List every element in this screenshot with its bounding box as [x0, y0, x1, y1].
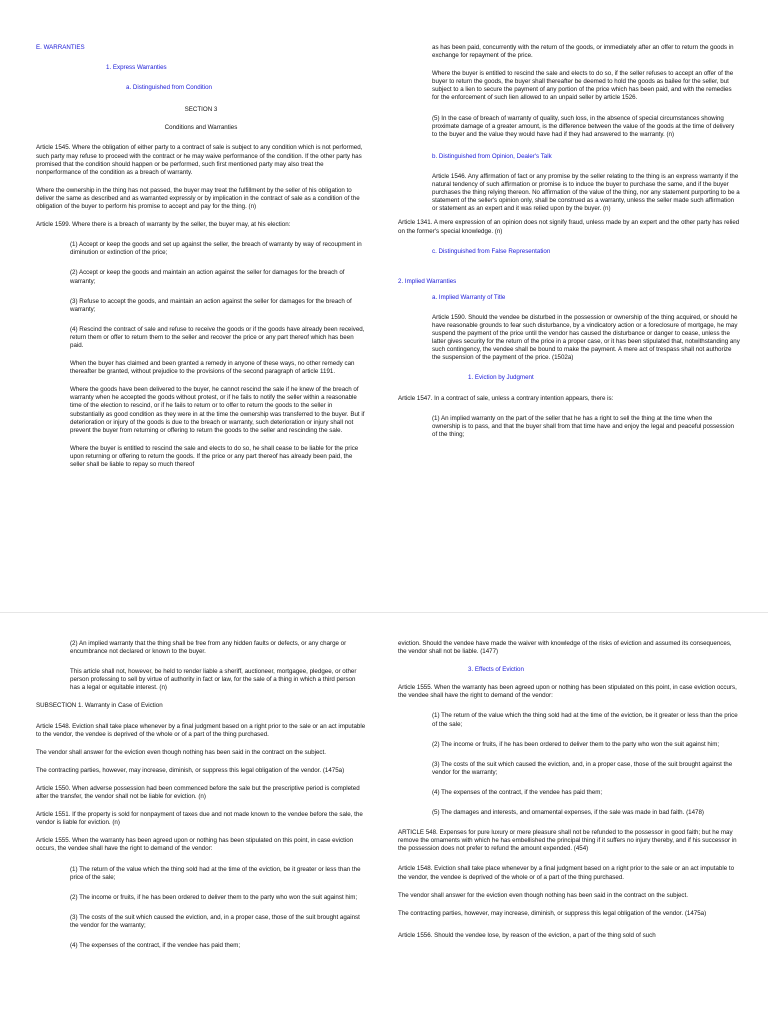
paragraph: The contracting parties, however, may increase, diminish, or suppress this legal obligation of the vendor. (1475a)	[36, 766, 345, 774]
upper-right-column	[398, 34, 740, 439]
paragraph: (3) The costs of the suit which caused the eviction, and, in a proper case, those of the suit brought against the vendor for the warranty;	[432, 760, 733, 776]
paragraph: Article 1555. When the warranty has been agreed upon or nothing has been stipulated on this point, in case eviction occurs, the vendee shall have the right to demand of the vendor:	[398, 684, 737, 700]
section-heading: E. WARRANTIES	[36, 44, 85, 51]
paragraph: Where the buyer is entitled to rescind the sale and elects to do so, he shall cease to be liable for the price upon returning or offering to return the goods. If the price or any part thereof has already been paid, the seller shall be liable to repay so much thereof	[70, 444, 359, 468]
paragraph: (2) Accept or keep the goods and maintain an action against the seller for damages for the breach of warranty;	[70, 269, 345, 285]
upper-left-column	[36, 34, 366, 469]
paragraph: Where the buyer is entitled to rescind the sale and elects to do so, if the seller refuses to accept an offer of the buyer to return the goods, the buyer shall thereafter be deemed to hold the goods as bailee for the seller, but subject to a lien to secure the payment of any portion of the price which has been paid, and with the remedies for the enforcement of such lien allowed to an unpaid seller by article 1526.	[432, 70, 734, 102]
section-heading: 1. Express Warranties	[106, 64, 167, 72]
paragraph: The vendor shall answer for the eviction even though nothing has been said in the contract on the subject.	[398, 891, 688, 899]
paragraph: (1) Accept or keep the goods and set up against the seller, the breach of warranty by way of recoupment in diminution or extinction of the price;	[70, 241, 362, 257]
paragraph: Article 1556. Should the vendee lose, by reason of the eviction, a part of the thing sold of such	[398, 931, 656, 939]
paragraph: Article 1599. Where there is a breach of warranty by the seller, the buyer may, at his election:	[36, 221, 291, 229]
paragraph: (2) The income or fruits, if he has been ordered to deliver them to the party who won the suit against him;	[432, 740, 720, 748]
paragraph: (1) The return of the value which the thing sold had at the time of the eviction, be it greater or less than the price of the sale;	[432, 712, 738, 728]
paragraph: When the buyer has claimed and been granted a remedy in anyone of these ways, no other remedy can thereafter be granted, without prejudice to the provisions of the second paragraph of article 1191.	[70, 360, 355, 376]
paragraph: Where the ownership in the thing has not passed, the buyer may treat the fulfillment by the seller of his obligation to deliver the same as described and as warranted expressly or by implication in the contract of sale as a condition of the obligation of the buyer to perform his promise to accept and pay for the thing. (n)	[36, 186, 360, 211]
paragraph: (2) The income or fruits, if he has been ordered to deliver them to the party who won the suit against him;	[70, 893, 358, 901]
paragraph: as has been paid, concurrently with the return of the goods, or immediately after an offer to return the goods in exchange for repayment of the price.	[432, 44, 734, 60]
section-heading: 3. Effects of Eviction	[468, 666, 524, 674]
paragraph: (5) The damages and interests, and ornamental expenses, if the sale was made in bad faith. (1478)	[432, 809, 704, 817]
paragraph: Article 1545. Where the obligation of either party to a contract of sale is subject to any condition which is not performed, such party may refuse to proceed with the contract or he may waive performance of the condition. If the other party has promised that the condition should happen or be performed, such first mentioned party may also treat the nonperformance of the condition as a breach of warranty.	[36, 144, 363, 176]
paragraph: The vendor shall answer for the eviction even though nothing has been said in the contract on the subject.	[36, 748, 326, 756]
paragraph: (1) The return of the value which the thing sold had at the time of the eviction, be it greater or less than the price of the sale;	[70, 865, 361, 881]
paragraph: Article 1548. Eviction shall take place whenever by a final judgment based on a right prior to the sale or an act imputable to the vendor, the vendee is deprived of the whole or of a part of the thing purchased.	[398, 865, 735, 881]
paragraph: SUBSECTION 1. Warranty in Case of Eviction	[36, 702, 163, 710]
paragraph: Article 1548. Eviction shall take place whenever by a final judgment based on a right prior to the sale or an act imputable to the vendor, the vendee is deprived of the whole or of a part of the thing purchased.	[36, 722, 366, 738]
paragraph: This article shall not, however, be held to render liable a sheriff, auctioneer, mortgagee, pledgee, or other person professing to sell by virtue of authority in fact or law, for the sale of a thing in which a third person has a legal or equitable interest. (n)	[70, 668, 357, 692]
lower-right-column	[398, 630, 740, 940]
paragraph: (4) The expenses of the contract, if the vendee has paid them;	[70, 941, 241, 949]
paragraph: Article 1546. Any affirmation of fact or any promise by the seller relating to the thing is an express warranty if the natural tendency of such affirmation or promise is to induce the buyer to purchase the same, and if the buyer purchases the thing relying thereon. No affirmation of the value of the thing, nor any statement purporting to be a statement of the seller's opinion only, shall be construed as a warranty, unless the seller made such affirmation or statement as an expert and it was relied upon by the buyer. (n)	[432, 172, 740, 213]
paragraph: Article 1341. A mere expression of an opinion does not signify fraud, unless made by an expert and the other party has relied on the former's special knowledge. (n)	[398, 219, 740, 235]
paragraph: Article 1555. When the warranty has been agreed upon or nothing has been stipulated on this point, in case eviction occurs, the vendee shall have the right to demand of the vendor:	[36, 837, 354, 853]
paragraph: (1) An implied warranty on the part of the seller that he has a right to sell the thing at the time when the ownership is to pass, and that the buyer shall from that time have and enjoy the legal and peaceful possession of the thing;	[432, 414, 734, 438]
paragraph: (5) In the case of breach of warranty of quality, such loss, in the absence of special circumstances showing proximate damage of a greater amount, is the difference between the value of the goods at the time of delivery to the buyer and the value they would have had if they had answered to the warranty. (n)	[432, 114, 735, 138]
section-heading: 1. Eviction by Judgment	[468, 374, 534, 382]
lower-left-column	[36, 630, 366, 950]
section-heading: a. Implied Warranty of Title	[432, 293, 506, 301]
paragraph: SECTION 3	[184, 106, 218, 114]
paragraph: The contracting parties, however, may increase, diminish, or suppress this legal obligation of the vendor. (1475a)	[398, 909, 707, 917]
page-divider	[0, 612, 768, 613]
paragraph: Article 1590. Should the vendee be disturbed in the possession or ownership of the thing acquired, or should he have reasonable grounds to fear such disturbance, by a vindicatory action or a foreclosure of mortgage, he may suspend the payment of the price until the vendor has caused the disturbance or danger to cease, unless the latter gives security for the return of the price in a proper case, or it has been stipulated that, notwithstanding any such contingency, the vendee shall be bound to make the payment. A mere act of trespass shall not authorize the suspension of the payment of the price. (1502a)	[432, 313, 740, 362]
paragraph: Article 1550. When adverse possession had been commenced before the sale but the prescriptive period is completed after the transfer, the vendor shall not be liable for eviction. (n)	[36, 784, 360, 801]
paragraph: (3) The costs of the suit which caused the eviction, and, in a proper case, those of the suit brought against the vendor for the warranty;	[70, 913, 360, 929]
section-heading: b. Distinguished from Opinion, Dealer's Talk	[432, 152, 552, 160]
section-heading: c. Distinguished from False Representation	[432, 247, 551, 255]
section-heading: a. Distinguished from Condition	[126, 84, 212, 92]
paragraph: ARTICLE 548. Expenses for pure luxury or mere pleasure shall not be refunded to the possessor in good faith; but he may remove the ornaments with which he has embellished the principal thing if it suffers no injury thereby, and if his successor in the possession does not prefer to refund the amount expended. (454)	[398, 829, 737, 853]
paragraph: (4) The expenses of the contract, if the vendee has paid them;	[432, 788, 603, 796]
paragraph: Where the goods have been delivered to the buyer, he cannot rescind the sale if he knew of the breach of warranty when he accepted the goods without protest, or if he fails to notify the seller within a reasonable time of the election to rescind, or if he fails to return or to offer to return the goods to the seller in substantially as good condition as they were in at the time the ownership was transferred to the buyer. But if deterioration or injury of the goods is due to the breach or warranty, such deterioration or injury shall not prevent the buyer from returning or offering to return the goods to the seller and rescinding the sale.	[70, 386, 365, 434]
paragraph: (2) An implied warranty that the thing shall be free from any hidden faults or defects, or any charge or encumbrance not declared or known to the buyer.	[70, 640, 347, 656]
paragraph: Article 1551. If the property is sold for nonpayment of taxes due and not made known to the vendee before the sale, the vendor is liable for eviction. (n)	[36, 811, 363, 827]
section-heading: 2. Implied Warranties	[398, 277, 457, 285]
paragraph: (4) Rescind the contract of sale and refuse to receive the goods or if the goods have already been received, return them or offer to return them to the seller and recover the price or any part thereof which has been paid.	[70, 325, 365, 349]
paragraph: eviction. Should the vendee have made the waiver with knowledge of the risks of eviction and assumed its consequences, the vendor shall not be liable. (1477)	[398, 640, 732, 656]
paragraph: (3) Refuse to accept the goods, and maintain an action against the seller for damages for the breach of warranty;	[70, 297, 352, 313]
paragraph: Conditions and Warranties	[164, 124, 238, 132]
paragraph: Article 1547. In a contract of sale, unless a contrary intention appears, there is:	[398, 394, 614, 402]
